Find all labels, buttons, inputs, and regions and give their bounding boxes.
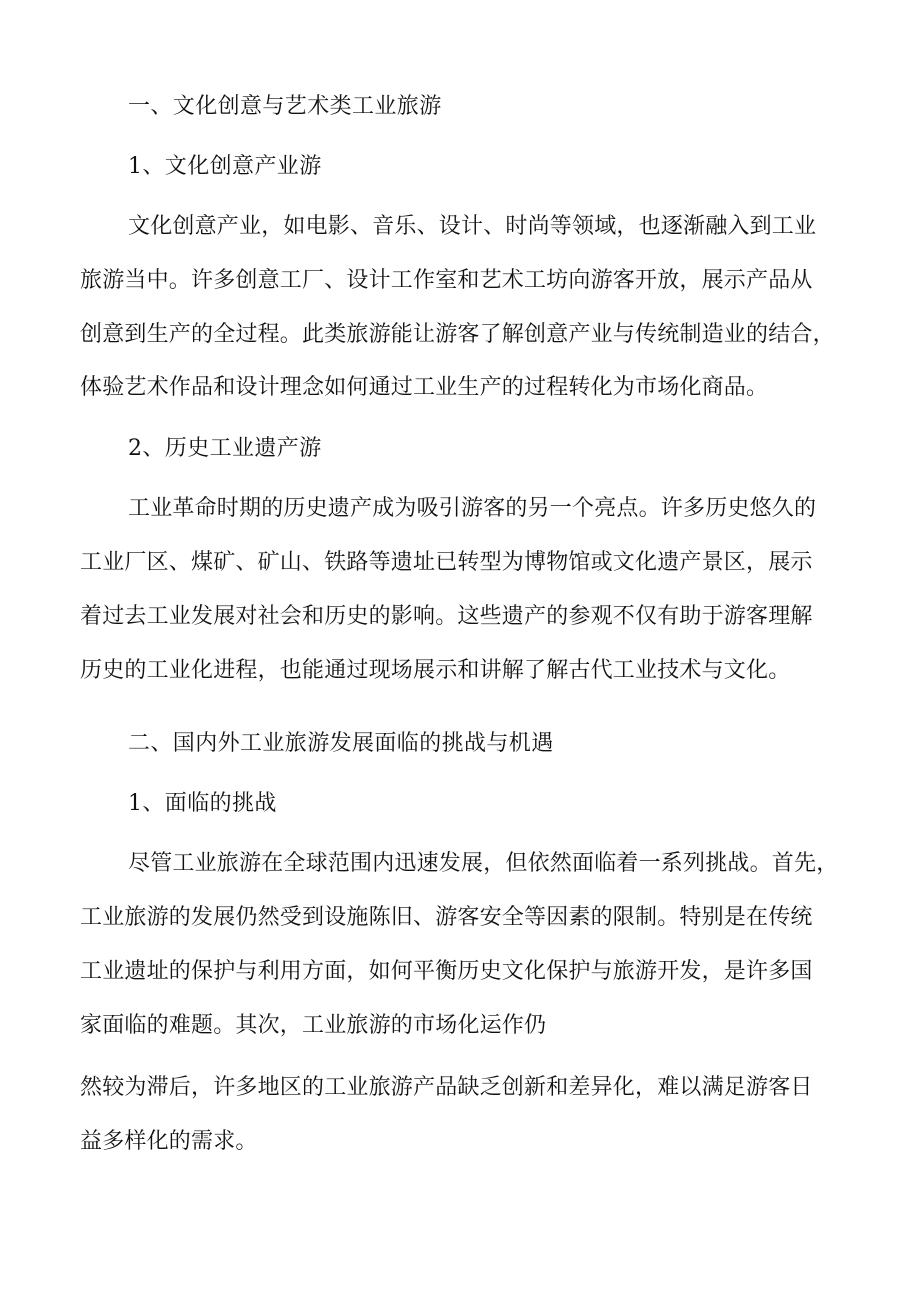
paragraph-line: 尽管工业旅游在全球范围内迅速发展，但依然面临着一系列挑战。首先， — [128, 851, 839, 876]
section-heading-2: 二、国内外工业旅游发展面临的挑战与机遇 — [128, 731, 554, 756]
paragraph-line: 体验艺术作品和设计理念如何通过工业生产的过程转化为市场化商品。 — [80, 375, 769, 400]
subsection-heading-1-1: 1、文化创意产业游 — [128, 154, 322, 179]
paragraph-line: 历史的工业化进程，也能通过现场展示和讲解了解古代工业技术与文化。 — [80, 658, 791, 683]
paragraph-line: 旅游当中。许多创意工厂、设计工作室和艺术工坊向游客开放，展示产品从 — [80, 268, 813, 293]
subsection-heading-1-2: 2、历史工业遗产游 — [128, 436, 322, 461]
paragraph-line: 家面临的难题。其次，工业旅游的市场化运作仍 — [80, 1013, 547, 1038]
paragraph-line: 然较为滞后，许多地区的工业旅游产品缺乏创新和差异化，难以满足游客日 — [80, 1075, 813, 1100]
paragraph-line: 工业旅游的发展仍然受到设施陈旧、游客安全等因素的限制。特别是在传统 — [80, 905, 813, 930]
paragraph-line: 创意到生产的全过程。此类旅游能让游客了解创意产业与传统制造业的结合， — [80, 322, 835, 347]
paragraph-line: 着过去工业发展对社会和历史的影响。这些遗产的参观不仅有助于游客理解 — [80, 604, 813, 629]
paragraph-line: 文化创意产业，如电影、音乐、设计、时尚等领域，也逐渐融入到工业 — [128, 214, 817, 239]
subsection-heading-2-1: 1、面临的挑战 — [128, 791, 277, 816]
paragraph-line: 工业厂区、煤矿、矿山、铁路等遗址已转型为博物馆或文化遗产景区，展示 — [80, 550, 813, 575]
paragraph-line: 工业革命时期的历史遗产成为吸引游客的另一个亮点。许多历史悠久的 — [128, 496, 817, 521]
section-heading-1: 一、文化创意与艺术类工业旅游 — [128, 94, 442, 119]
paragraph-line: 益多样化的需求。 — [80, 1129, 258, 1154]
paragraph-line: 工业遗址的保护与利用方面，如何平衡历史文化保护与旅游开发，是许多国 — [80, 959, 813, 984]
